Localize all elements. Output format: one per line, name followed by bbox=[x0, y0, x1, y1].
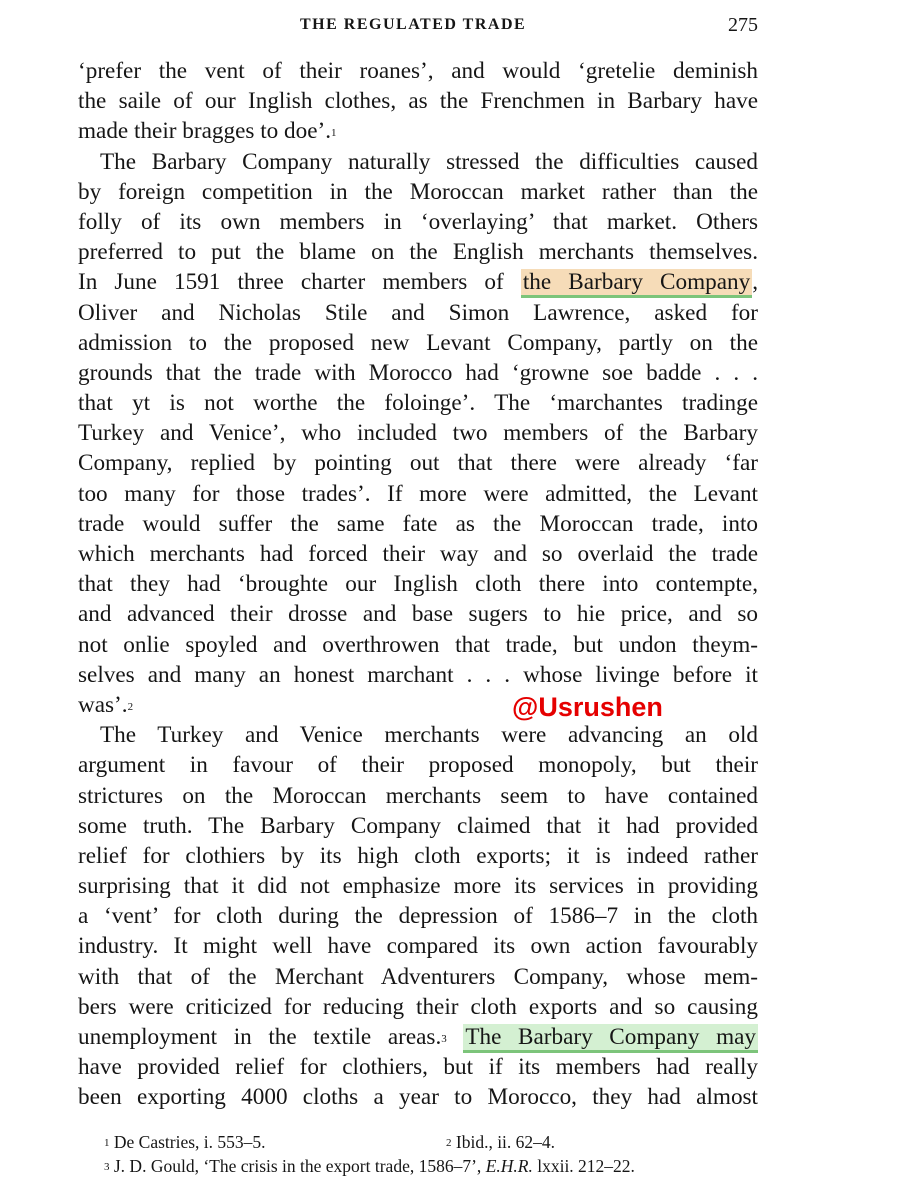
text-line: folly of its own members in ‘overlaying’ that market. Others bbox=[78, 208, 758, 235]
footnote-2 bbox=[446, 1130, 555, 1154]
footnote-number: 2 bbox=[446, 1137, 452, 1149]
text-line: some truth. The Barbary Company claimed that it had provided bbox=[78, 812, 758, 839]
footnote-text: De Castries, i. 553–5. bbox=[113, 1132, 266, 1152]
highlight-barbary-company-may: The Barbary Company may bbox=[465, 1024, 756, 1050]
text-line: which merchants had forced their way and so overlaid the trade bbox=[78, 541, 758, 567]
page-number: 275 bbox=[728, 14, 758, 36]
page-header bbox=[78, 14, 758, 40]
text-line: by foreign competition in the Moroccan market rather than the bbox=[78, 178, 758, 205]
text-line: have provided relief for clothiers, but if its members had really bbox=[78, 1054, 758, 1081]
text-line: admission to the proposed new Levant Company, partly on the bbox=[78, 329, 758, 356]
journal-abbrev: E.H.R. bbox=[485, 1156, 533, 1176]
text-line: surprising that it did not emphasize more its services in providing bbox=[78, 873, 758, 900]
text-run: made their bragges to doe’. bbox=[78, 118, 332, 145]
text-line bbox=[78, 116, 758, 146]
text-line: argument in favour of their proposed monopoly, but their bbox=[78, 752, 758, 779]
text-line: Turkey and Venice’, who included two members of the Barbary bbox=[78, 420, 758, 447]
text-line: bers were criticized for reducing their cloth exports and so causing bbox=[78, 993, 758, 1020]
text-line: Oliver and Nicholas Stile and Simon Lawrence, asked for bbox=[78, 299, 758, 326]
text-line: with that of the Merchant Adventurers Company, whose mem- bbox=[78, 963, 758, 990]
text-line bbox=[78, 267, 758, 297]
text-line: the saile of our Inglish clothes, as the Frenchmen in Barbary have bbox=[78, 88, 758, 115]
text-line: strictures on the Moroccan merchants seem to have contained bbox=[78, 782, 758, 809]
text-line: ‘prefer the vent of their roanes’, and would ‘gretelie deminish bbox=[78, 58, 758, 84]
text-line: preferred to put the blame on the English merchants themselves. bbox=[78, 239, 758, 266]
text-line: The Turkey and Venice merchants were advancing an old bbox=[100, 722, 758, 749]
footnotes bbox=[104, 1130, 764, 1178]
text-line: Company, replied by pointing out that there were already ‘far bbox=[78, 450, 758, 477]
text-run: unemployment in the textile areas. bbox=[78, 1024, 442, 1050]
footnote-line bbox=[104, 1154, 764, 1178]
footnote-1 bbox=[104, 1132, 266, 1152]
text-run bbox=[447, 1024, 464, 1050]
text-line: industry. It might well have compared its own action favourably bbox=[78, 933, 758, 960]
text-run: In June 1591 three charter members of bbox=[78, 269, 521, 296]
text-line: not onlie spoyled and overthrowen that trade, but undon theym- bbox=[78, 631, 758, 658]
text-line: The Barbary Company naturally stressed the difficulties caused bbox=[100, 148, 758, 175]
text-line bbox=[78, 1022, 758, 1052]
watermark-handle: @Usrushen bbox=[512, 692, 663, 722]
footnote-text: Ibid., ii. 62–4. bbox=[455, 1132, 556, 1152]
text-line: trade would suffer the same fate as the Moroccan trade, into bbox=[78, 510, 758, 537]
text-line: that yt is not worthe the foloinge’. The ‘marchantes tradinge bbox=[78, 390, 758, 417]
footnote-text: lxxii. 212–22. bbox=[532, 1156, 635, 1176]
body-text bbox=[78, 56, 758, 1113]
footnote-number: 1 bbox=[104, 1137, 110, 1149]
footnote-3 bbox=[104, 1156, 635, 1176]
footnote-ref: 3 bbox=[441, 1033, 447, 1045]
highlight-barbary-company: the Barbary Company bbox=[522, 269, 751, 296]
text-line: too many for those trades’. If more were admitted, the Levant bbox=[78, 480, 758, 507]
text-run: was’. bbox=[78, 691, 128, 718]
text-line: that they had ‘broughte our Inglish cloth there into contempte, bbox=[78, 571, 758, 598]
text-line: a ‘vent’ for cloth during the depression of 1586–7 in the cloth bbox=[78, 903, 758, 930]
text-line: and advanced their drosse and base sugers to hie price, and so bbox=[78, 601, 758, 628]
text-run: , bbox=[752, 269, 758, 296]
text-line: grounds that the trade with Morocco had ‘growne soe badde . . . bbox=[78, 359, 758, 386]
text-line: relief for clothiers by its high cloth exports; it is indeed rather bbox=[78, 842, 758, 869]
footnote-ref: 1 bbox=[331, 127, 337, 140]
footnote-number: 3 bbox=[104, 1161, 110, 1173]
text-line: been exporting 4000 cloths a year to Morocco, they had almost bbox=[78, 1084, 758, 1111]
footnote-line bbox=[104, 1130, 764, 1154]
footnote-ref: 2 bbox=[127, 700, 134, 713]
running-head: THE REGULATED TRADE bbox=[300, 16, 527, 33]
footnote-text: J. D. Gould, ‘The crisis in the export trade, 1586–7’, bbox=[113, 1156, 486, 1176]
text-line: selves and many an honest marchant . . . whose livinge before it bbox=[78, 661, 758, 688]
